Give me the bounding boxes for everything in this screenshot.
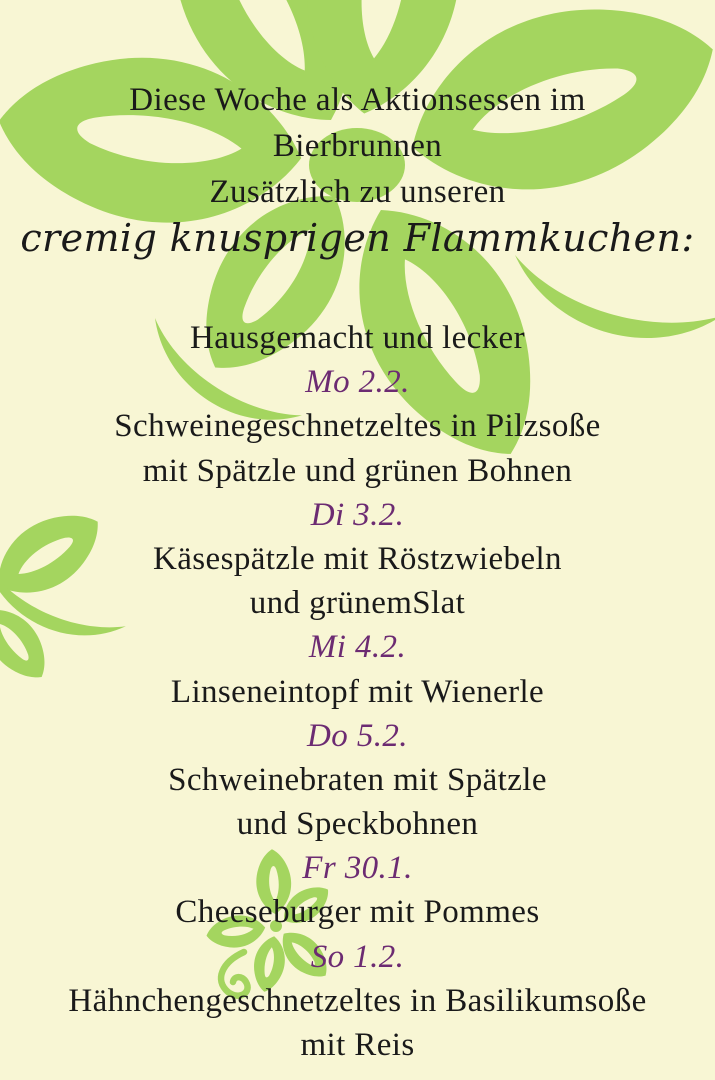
- header-line-1: Diese Woche als Aktionsessen im: [129, 82, 586, 118]
- menu-day-label: Di 3.2.: [310, 496, 405, 533]
- header-line-4-script: cremig knusprigen Flammkuchen:: [20, 216, 695, 260]
- menu-dish-line: Schweinegeschnetzeltes in Pilzsoße: [114, 408, 601, 445]
- menu-dish-line: Käsespätzle mit Röstzwiebeln: [153, 540, 562, 577]
- menu-day-label: So 1.2.: [310, 938, 405, 975]
- menu-dish-line: Linseneintopf mit Wienerle: [170, 673, 545, 710]
- menu-dish-line: Hähnchengeschnetzeltes in Basilikumsoße: [68, 982, 647, 1019]
- menu-dish-line: Schweinebraten mit Spätzle: [168, 761, 547, 798]
- menu-day-label: Mo 2.2.: [305, 364, 410, 401]
- header-line-3: Zusätzlich zu unseren: [209, 174, 506, 210]
- menu-intro: Hausgemacht und lecker: [190, 320, 525, 356]
- menu-dish-line: mit Spätzle und grünen Bohnen: [142, 452, 573, 489]
- menu-day-label: Mi 4.2.: [308, 629, 407, 666]
- menu-dish-line: Cheeseburger mit Pommes: [175, 894, 540, 931]
- menu-list: [0, 316, 715, 1067]
- menu-dish-line: mit Reis: [300, 1027, 415, 1063]
- header-line-2: Bierbrunnen: [272, 128, 443, 164]
- menu-day-label: Fr 30.1.: [302, 850, 413, 887]
- menu-dish-line: und Speckbohnen: [236, 806, 479, 843]
- header: [0, 77, 715, 261]
- menu-dish-line: und grünemSlat: [249, 585, 466, 622]
- menu-day-label: Do 5.2.: [307, 717, 408, 754]
